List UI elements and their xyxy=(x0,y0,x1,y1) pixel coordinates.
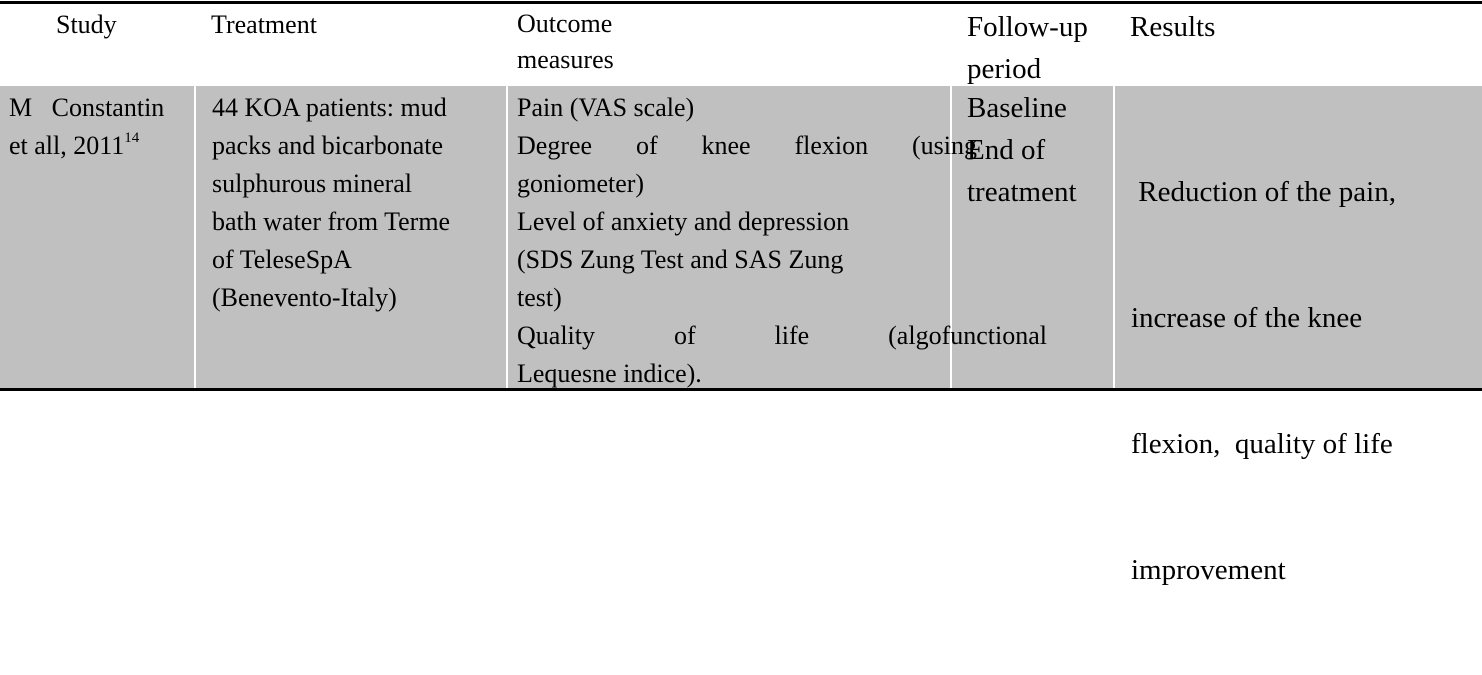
outcome-line: Lequesne indice). xyxy=(517,359,702,388)
treatment-line: (Benevento-Italy) xyxy=(212,283,397,312)
results-line: increase of the knee xyxy=(1131,302,1363,334)
header-treatment: Treatment xyxy=(211,10,317,39)
outcome-line: goniometer) xyxy=(517,169,645,198)
header-outcome-line: measures xyxy=(517,45,614,74)
outcome-word: Quality xyxy=(517,321,595,350)
treatment-line: sulphurous mineral xyxy=(212,169,413,198)
results-line: improvement xyxy=(1131,554,1286,586)
followup-line: Baseline xyxy=(967,92,1067,124)
header-outcome-line: Outcome xyxy=(517,9,613,38)
study-line xyxy=(9,89,194,127)
header-followup-line: Follow-up xyxy=(967,11,1088,43)
header-follow-up-period xyxy=(967,6,1087,90)
outcome-word: (using xyxy=(911,131,977,160)
study-word: M xyxy=(9,93,33,122)
results-line: Reduction of the pain, xyxy=(1131,176,1396,208)
outcome-line: (SDS Zung Test and SAS Zung xyxy=(517,245,844,274)
cell-results xyxy=(1131,87,1476,675)
column-divider xyxy=(506,86,508,388)
followup-line: End of xyxy=(967,134,1046,166)
results-line: flexion, quality of life xyxy=(1131,428,1393,460)
outcome-word: knee xyxy=(701,131,751,160)
outcome-word: of xyxy=(635,131,658,160)
cell-treatment xyxy=(212,89,504,317)
followup-line: treatment xyxy=(967,176,1077,208)
cell-study xyxy=(9,89,194,165)
treatment-line: packs and bicarbonate xyxy=(212,131,444,160)
table-header-row xyxy=(0,4,1482,86)
outcome-line: test) xyxy=(517,283,562,312)
column-divider xyxy=(194,86,196,388)
outcome-word: flexion xyxy=(794,131,869,160)
treatment-line: 44 KOA patients: mud xyxy=(212,93,447,122)
outcome-word: (algofunctional xyxy=(888,321,1047,350)
header-results: Results xyxy=(1130,11,1216,43)
outcome-line-justified xyxy=(517,127,977,165)
treatment-line: bath water from Terme xyxy=(212,207,451,236)
study-word: Constantin xyxy=(51,93,165,122)
header-outcome-measures xyxy=(517,6,947,78)
outcome-line-justified xyxy=(517,317,1047,355)
study-citation: et all, 2011 xyxy=(9,131,125,160)
study-reference-number: 14 xyxy=(124,130,140,146)
study-line xyxy=(9,127,194,165)
cell-follow-up-period xyxy=(967,87,1113,213)
table-bottom-rule xyxy=(0,388,1482,391)
header-followup-line: period xyxy=(967,53,1042,85)
outcome-word: of xyxy=(673,321,696,350)
outcome-line: Level of anxiety and depression xyxy=(517,207,850,236)
column-divider xyxy=(1113,86,1115,388)
outcome-word: life xyxy=(774,321,810,350)
header-study: Study xyxy=(56,10,117,39)
outcome-word: Degree xyxy=(517,131,593,160)
outcome-line: Pain (VAS scale) xyxy=(517,93,695,122)
treatment-line: of TeleseSpA xyxy=(212,245,352,274)
